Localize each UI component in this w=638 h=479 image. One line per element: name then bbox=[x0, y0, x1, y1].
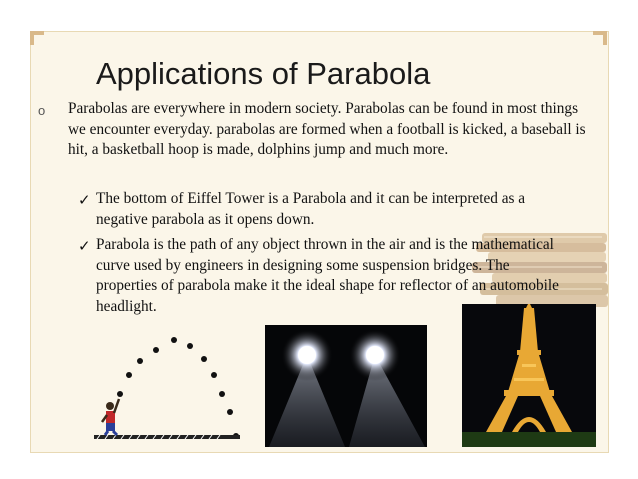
slide-title: Applications of Parabola bbox=[96, 56, 431, 91]
check-icon: ✓ bbox=[78, 193, 91, 209]
car-headlights-image bbox=[265, 325, 427, 447]
sub-point-eiffel: The bottom of Eiffel Tower is a Parabola and it can be interpreted as a negative parabola as it opens down. bbox=[96, 190, 526, 228]
thrown-ball-parabola-image bbox=[90, 332, 250, 444]
intro-bullet-marker: o bbox=[38, 103, 46, 118]
check-icon: ✓ bbox=[78, 239, 91, 255]
intro-paragraph: Parabolas are everywhere in modern society. Parabolas can be found in most things we encounter everyday. parabolas are formed when a football is kicked, a baseball is hit, a basketball hoop is made, dolphins jump and much more. bbox=[68, 100, 586, 158]
corner-accent-top-right-h bbox=[593, 31, 607, 35]
sub-point-path: Parabola is the path of any object thrown in the air and is the mathematical curve used by engineers in designing some suspension bridges. The properties of parabola make it the ideal shape for reflector of an automobile headlight. bbox=[96, 236, 559, 315]
corner-accent-top-left-h bbox=[30, 31, 44, 35]
eiffel-tower-image bbox=[462, 304, 596, 447]
